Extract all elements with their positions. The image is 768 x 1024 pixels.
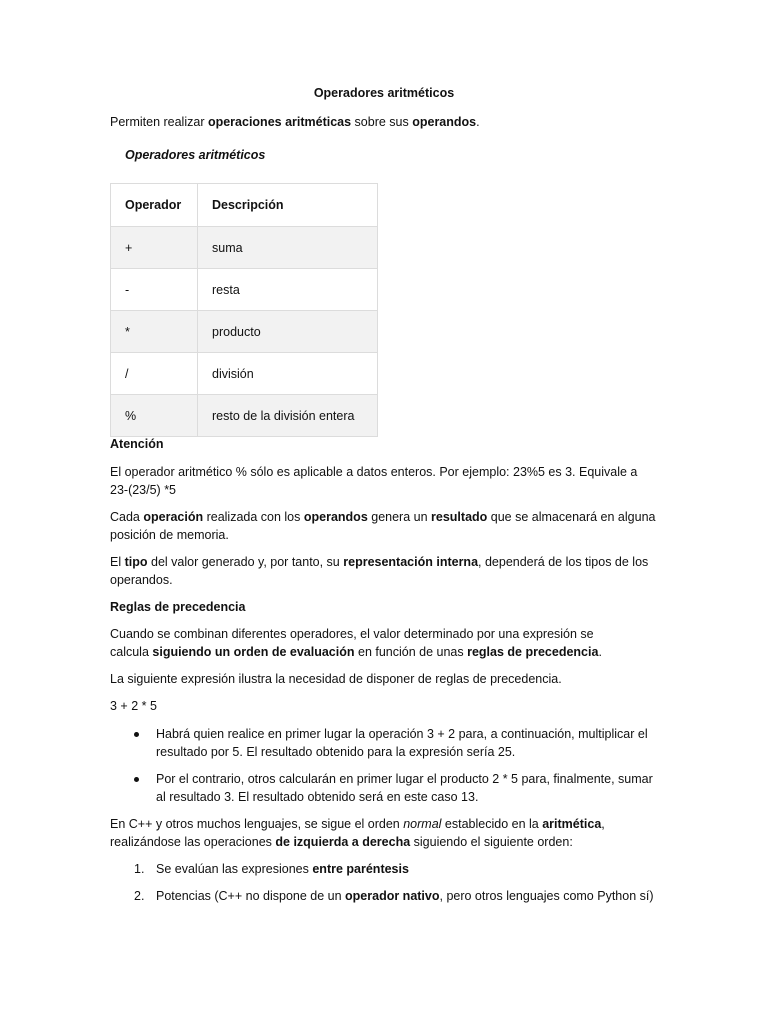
text-run: . (598, 645, 602, 659)
italic-run: normal (403, 817, 442, 831)
atencion-paragraph: El operador aritmético % sólo es aplicable a datos enteros. Por ejemplo: 23%5 es 3. Equivale a 23-(23/5) *5 (110, 465, 638, 497)
bullet-icon (134, 732, 139, 737)
bold-run: resultado (431, 510, 488, 524)
bold-run: reglas de precedencia (467, 645, 599, 659)
precedencia-heading: Reglas de precedencia (110, 600, 246, 614)
column-header-description: Descripción (198, 184, 378, 227)
text-run: en función de unas (354, 645, 468, 659)
text-run: Se evalúan las expresiones (156, 862, 313, 876)
list-item (110, 860, 658, 878)
table-row (111, 353, 378, 395)
precedencia-paragraph (110, 625, 615, 661)
bold-run: aritmética (542, 817, 602, 831)
operator-cell: - (111, 269, 198, 311)
description-cell: resto de la división entera (198, 395, 378, 437)
text-run: , pero otros lenguajes como Python sí) (439, 889, 654, 903)
list-item (110, 887, 658, 905)
text-run: Cada (110, 510, 144, 524)
text-run: , realizándose las operaciones (110, 817, 605, 849)
text-run: del valor generado y, por tanto, su (147, 555, 344, 569)
list-number: 1. (134, 862, 145, 876)
intro-paragraph (110, 113, 658, 131)
atencion-heading: Atención (110, 437, 164, 451)
table-row (111, 311, 378, 353)
text-run: sobre sus (351, 115, 413, 129)
text-run: , dependerá de los tipos de los operandos. (110, 555, 649, 587)
bullet-icon (134, 777, 139, 782)
operator-cell: / (111, 353, 198, 395)
list-item-text: Por el contrario, otros calcularán en primer lugar el producto 2 * 5 para, finalmente, sumar al resultado 3. El resultado obtenido será en este caso 13. (156, 772, 653, 804)
table-row (111, 227, 378, 269)
bold-run: de izquierda a derecha (275, 835, 411, 849)
bold-run: operaciones aritméticas (207, 115, 352, 129)
operacion-paragraph (110, 508, 658, 544)
text-run: genera un (367, 510, 432, 524)
text-run: Potencias (C++ no dispone de un (156, 889, 346, 903)
list-item-text: Habrá quien realice en primer lugar la operación 3 + 2 para, a continuación, multiplicar el resultado por 5. El resultado obtenido para la expresión sería 25. (156, 727, 648, 759)
numbered-list (110, 860, 658, 905)
bold-run: operador nativo (345, 889, 440, 903)
operators-table (110, 183, 378, 437)
description-cell: división (198, 353, 378, 395)
bullet-list (110, 725, 658, 806)
operator-cell: * (111, 311, 198, 353)
bold-run: representación interna (343, 555, 479, 569)
table-row (111, 395, 378, 437)
text-run: establecido en la (441, 817, 543, 831)
bold-run: operandos (303, 510, 368, 524)
orden-paragraph (110, 815, 658, 851)
precedencia-intro: La siguiente expresión ilustra la necesidad de disponer de reglas de precedencia. (110, 672, 562, 686)
column-header-operator: Operador (111, 184, 198, 227)
text-run: El (110, 555, 125, 569)
text-run: realizada con los (203, 510, 304, 524)
bold-run: entre paréntesis (312, 862, 409, 876)
bold-run: tipo (124, 555, 148, 569)
text-run: . (476, 115, 480, 129)
text-run: que se almacenará en alguna posición de memoria. (110, 510, 656, 542)
example-expression: 3 + 2 * 5 (110, 699, 157, 713)
text-run: Cuando se combinan diferentes operadores, el valor determinado por una expresión se calcula (110, 627, 594, 659)
list-number: 2. (134, 889, 145, 903)
description-cell: producto (198, 311, 378, 353)
description-cell: resta (198, 269, 378, 311)
list-item (110, 725, 658, 761)
bold-run: siguiendo un orden de evaluación (152, 645, 355, 659)
bold-run: operación (143, 510, 204, 524)
page-title: Operadores aritméticos (313, 86, 455, 100)
text-run: Permiten realizar (110, 115, 208, 129)
text-run: siguiendo el siguiente orden: (410, 835, 573, 849)
table-header-row (111, 184, 378, 227)
list-item (110, 770, 658, 806)
operator-cell: + (111, 227, 198, 269)
text-run: En C++ y otros muchos lenguajes, se sigue el orden (110, 817, 404, 831)
table-caption: Operadores aritméticos (125, 148, 266, 162)
bold-run: operandos (412, 115, 477, 129)
operator-cell: % (111, 395, 198, 437)
table-row (111, 269, 378, 311)
description-cell: suma (198, 227, 378, 269)
tipo-paragraph (110, 553, 650, 589)
